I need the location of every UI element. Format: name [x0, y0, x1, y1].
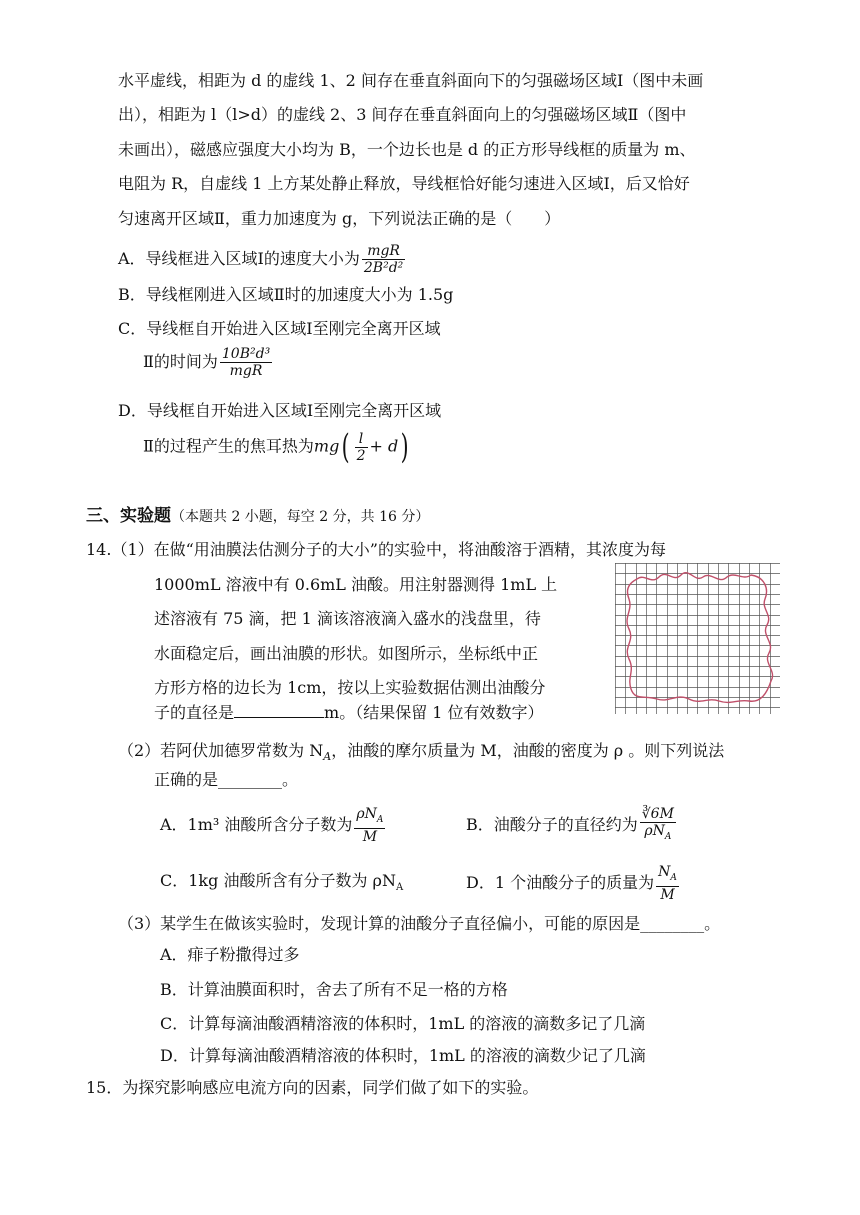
- q15-line-1: 15．为探究影响感应电流方向的因素，同学们做了如下的实验。: [86, 1078, 539, 1097]
- q14-part-3-option-a: A．痱子粉撒得过多: [160, 945, 300, 964]
- q14-option-b: B．油酸分子的直径约为 $\frac{∛6M}{\rho N_A}$: [466, 806, 678, 845]
- q14-option-a: A．1m³ 油酸所含分子数为 $\frac{\rho N_A}{M}$: [160, 806, 384, 845]
- fraction: $\frac{\text{mgR}}{\text{2B²d²}}$: [363, 243, 404, 276]
- q14-part-3-option-d: D．计算每滴油酸酒精溶液的体积时，1mL 的溶液的滴数少记了几滴: [160, 1046, 646, 1065]
- q13-option-b: B．导线框刚进入区域Ⅱ时的加速度大小为 1.5g: [118, 285, 454, 304]
- q14-part-3-option-b: B．计算油膜面积时，舍去了所有不足一格的方格: [160, 980, 508, 999]
- q14-option-c: C．1kg 油酸所含有分子数为 $\rho N_A$: [160, 871, 404, 894]
- q14-line-4: 水面稳定后，画出油膜的形状。如图所示，坐标纸中正: [154, 644, 539, 663]
- fraction: $\frac{∛6M}{\rho N_A}$: [641, 806, 674, 842]
- grid-lines: [615, 563, 780, 714]
- section-header: 三、实验题（本题共 2 小题，每空 2 分，共 16 分）: [86, 506, 430, 526]
- q13-option-c-line-2: Ⅱ的时间为 $\frac{\text{10B²d³}}{\text{mgR}}$: [143, 346, 271, 379]
- q14-part-3: （3）某学生在做该实验时，发现计算的油酸分子直径偏小，可能的原因是________。: [118, 914, 721, 933]
- q13-line-2: 出），相距为 l（l>d）的虚线 2、3 间存在垂直斜面向上的匀强磁场区域Ⅱ（图中: [118, 105, 687, 124]
- q13-line-5: 匀速离开区域Ⅱ，重力加速度为 g，下列说法正确的是（ ）: [118, 209, 561, 228]
- answer-blank[interactable]: [234, 701, 324, 718]
- q13-line-1: 水平虚线，相距为 d 的虚线 1、2 间存在垂直斜面向下的匀强磁场区域Ⅰ（图中未画: [118, 71, 704, 90]
- q13-option-a: A．导线框进入区域Ⅰ的速度大小为 $\frac{\text{mgR}}{\text{2B²d²}}$: [118, 243, 404, 276]
- q14-line-1: 14.（1）在做“用油膜法估测分子的大小”的实验中，将油酸溶于酒精，其浓度为每: [86, 540, 666, 559]
- q14-part-2-line-2: 正确的是________。: [154, 770, 299, 789]
- q14-line-2: 1000mL 溶液中有 0.6mL 油酸。用注射器测得 1mL 上: [154, 575, 558, 594]
- fraction: $\frac{\text{10B²d³}}{\text{mgR}}$: [221, 346, 271, 379]
- fraction: $\frac{\rho N_A}{M}$: [356, 806, 384, 845]
- q13-option-d-line-2: Ⅱ的过程产生的焦耳热为mg( $\frac{l}{2}$ + d): [143, 427, 409, 467]
- q13-line-4: 电阻为 R，自虚线 1 上方某处静止释放，导线框恰好能匀速进入区域Ⅰ，后又恰好: [118, 174, 690, 193]
- fraction: $\frac{l}{2}$: [356, 430, 366, 464]
- q14-part-2-line-1: （2）若阿伏加德罗常数为 $N_A$，油酸的摩尔质量为 M，油酸的密度为 ρ 。则下列说法: [118, 741, 725, 764]
- fraction: $\frac{N_A}{M}$: [658, 864, 677, 903]
- q13-option-c-line-1: C．导线框自开始进入区域Ⅰ至刚完全离开区域: [118, 319, 441, 338]
- q14-option-d: D．1 个油酸分子的质量为 $\frac{N_A}{M}$: [466, 864, 677, 903]
- q14-part-3-option-c: C．计算每滴油酸酒精溶液的体积时，1mL 的溶液的滴数多记了几滴: [160, 1014, 646, 1033]
- oil-film-grid-figure: [615, 563, 780, 714]
- q13-line-3: 未画出），磁感应强度大小均为 B，一个边长也是 d 的正方形导线框的质量为 m、: [118, 140, 696, 159]
- q14-line-3: 述溶液有 75 滴，把 1 滴该溶液滴入盛水的浅盘里，待: [154, 609, 541, 628]
- q14-line-5: 方形方格的边长为 1cm，按以上实验数据估测出油酸分: [154, 678, 546, 697]
- q13-option-d-line-1: D．导线框自开始进入区域Ⅰ至刚完全离开区域: [118, 401, 442, 420]
- oil-film-outline: [627, 573, 772, 703]
- q14-line-6: 子的直径是 m。（结果保留 1 位有效数字）: [154, 703, 544, 722]
